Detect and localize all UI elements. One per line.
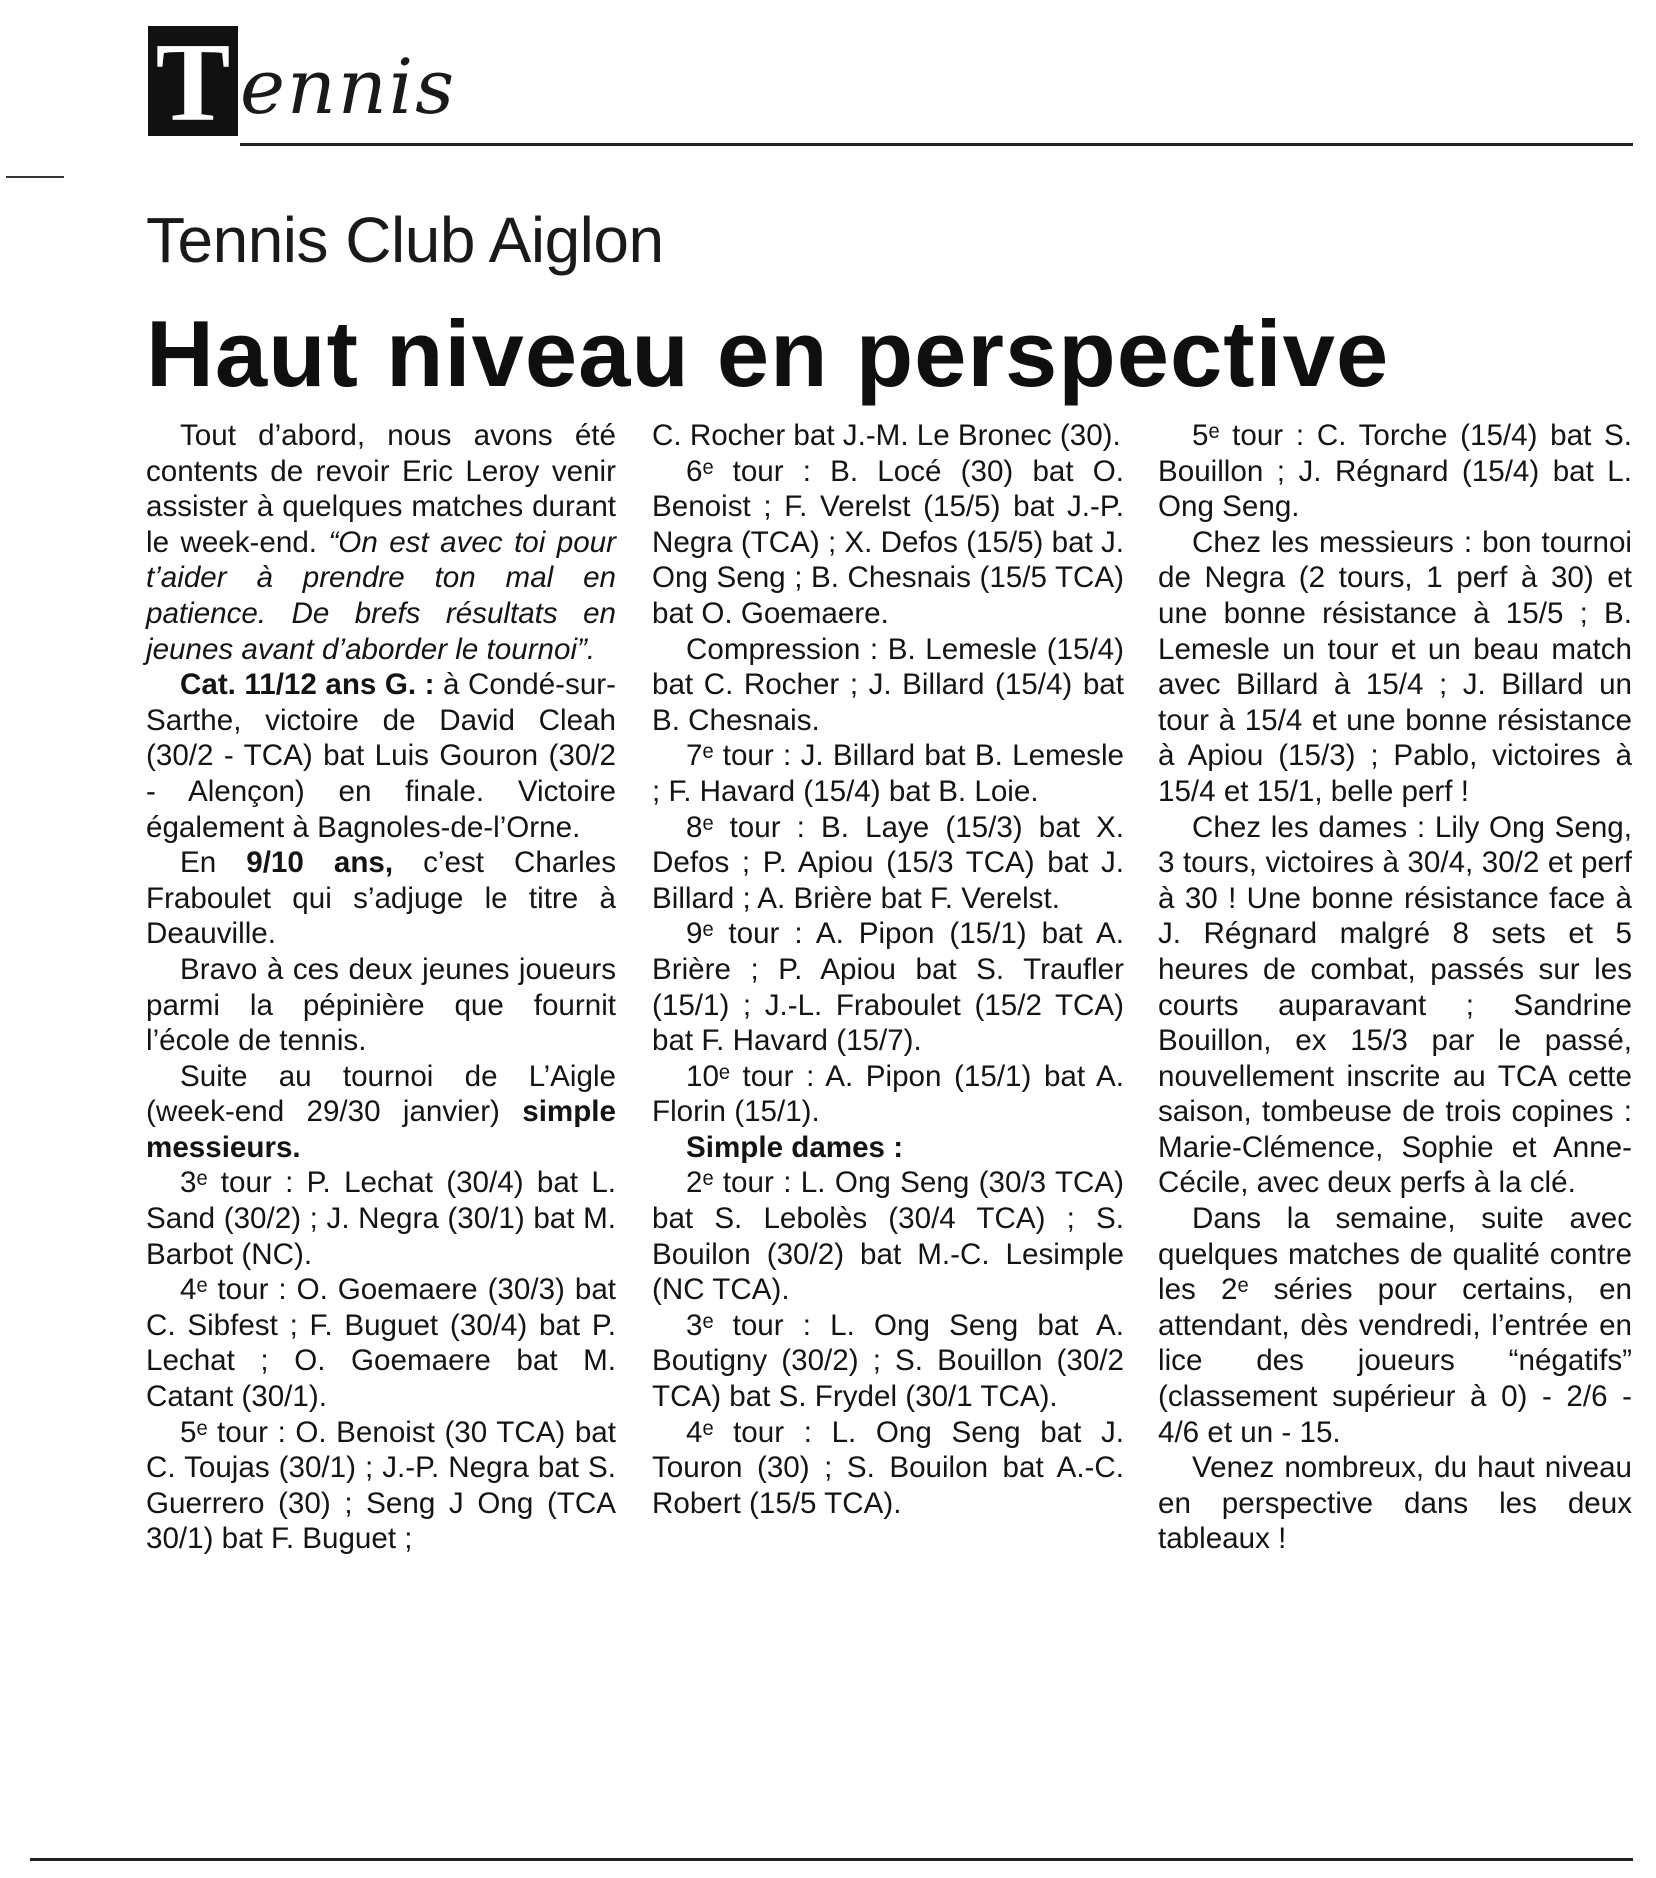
article-paragraph — [146, 952, 616, 1059]
article-paragraph — [652, 632, 1124, 739]
article-column-1 — [146, 418, 616, 1557]
article-column-3 — [1158, 418, 1632, 1557]
text-run: 3ᵉ tour : L. Ong Seng bat A. Boutigny (30/2) ; S. Bouillon (30/2 TCA) bat S. Frydel (30/1 TCA). — [652, 1308, 1124, 1414]
article-paragraph — [146, 1415, 616, 1557]
article-paragraph — [652, 1059, 1124, 1130]
text-run: Venez nombreux, du haut niveau en perspective dans les deux tableaux ! — [1158, 1451, 1632, 1556]
article-kicker: Tennis Club Aiglon — [146, 204, 664, 276]
text-run: c’est Charles Fraboulet qui s’adjuge le titre à Deauville. — [146, 846, 616, 951]
text-run: Dans la semaine, suite avec quelques matches de qualité contre les 2ᵉ séries pour certains, en attendant, dès vendredi, l’entrée en lice des joueurs “négatifs” (classement supérieur à 0) - 2/6 - 4/6 et un - 15. — [1158, 1202, 1632, 1449]
text-run: 9ᵉ tour : A. Pipon (15/1) bat A. Brière ; P. Apiou bat S. Traufler (15/1) ; J.-L. Fraboulet (15/2 TCA) bat F. Havard (15/7). — [652, 917, 1124, 1058]
text-run: à Condé-sur-Sarthe, victoire de David Cleah (30/2 - TCA) bat Luis Gouron (30/2 - Alençon) en finale. Victoire également à Bagnoles-de-l’Orne. — [146, 668, 616, 844]
text-run: 4ᵉ tour : O. Goemaere (30/3) bat C. Sibfest ; F. Buguet (30/4) bat P. Lechat ; O. Goemaere bat M. Catant (30/1). — [146, 1273, 616, 1414]
article-paragraph — [146, 667, 616, 845]
footer-rule — [30, 1858, 1633, 1861]
text-run: 5ᵉ tour : O. Benoist (30 TCA) bat C. Toujas (30/1) ; J.-P. Negra bat S. Guerrero (30) ; Seng J Ong (TCA 30/1) bat F. Buguet ; — [146, 1415, 616, 1556]
header-rule — [240, 143, 1633, 146]
article-paragraph — [652, 454, 1124, 632]
text-run: Suite au tournoi de L’Aigle (week-end 29/30 janvier) — [146, 1059, 616, 1129]
article-paragraph — [146, 1059, 616, 1166]
article-paragraph — [146, 418, 616, 667]
article-paragraph — [652, 738, 1124, 809]
text-run: Bravo à ces deux jeunes joueurs parmi la pépinière que fournit l’école de tennis. — [146, 952, 616, 1058]
article-paragraph — [1158, 1201, 1632, 1450]
article-column-2 — [652, 418, 1124, 1521]
text-run: 8ᵉ tour : B. Laye (15/3) bat X. Defos ; P. Apiou (15/3 TCA) bat J. Billard ; A. Brière bat F. Verelst. — [652, 810, 1124, 915]
bold-run: Simple dames : — [686, 1130, 904, 1164]
article-paragraph — [652, 418, 1124, 454]
text-run: 7ᵉ tour : J. Billard bat B. Lemesle ; F. Havard (15/4) bat B. Loie. — [652, 739, 1124, 808]
text-run: 4ᵉ tour : L. Ong Seng bat J. Touron (30) ; S. Bouilon bat A.-C. Robert (15/5 TCA). — [652, 1415, 1124, 1520]
text-run: En — [180, 846, 247, 880]
bold-run: Cat. 11/12 ans G. : — [180, 668, 435, 702]
article-paragraph — [652, 916, 1124, 1058]
article-paragraph — [652, 810, 1124, 917]
text-run: C. Rocher bat J.-M. Le Bronec (30). — [652, 419, 1121, 452]
scan-margin-mark — [6, 176, 64, 178]
text-run: 5ᵉ tour : C. Torche (15/4) bat S. Bouillon ; J. Régnard (15/4) bat L. Ong Seng. — [1158, 419, 1632, 524]
section-rubric-text: ennis — [240, 42, 457, 131]
article-paragraph — [146, 845, 616, 952]
italic-run: “On est avec toi pour t’aider à prendre ton mal en patience. De brefs résultats en jeunes avant d’aborder le tournoi”. — [146, 525, 616, 666]
article-paragraph — [146, 1272, 616, 1414]
article-paragraph — [1158, 810, 1632, 1202]
text-run: 6ᵉ tour : B. Locé (30) bat O. Benoist ; F. Verelst (15/5) bat J.-P. Negra (TCA) ; X. Defos (15/5) bat J. Ong Seng ; B. Chesnais (15/5 TCA) bat O. Goemaere. — [652, 454, 1125, 630]
text-run: Tout d’abord, nous avons été contents de revoir Eric Leroy venir assister à quelques matches durant le week-end. — [146, 419, 616, 559]
article-paragraph — [652, 1415, 1124, 1522]
article-paragraph — [652, 1165, 1124, 1307]
text-run: 10ᵉ tour : A. Pipon (15/1) bat A. Florin (15/1). — [652, 1059, 1124, 1129]
article-paragraph — [146, 1165, 616, 1272]
text-run: Chez les dames : Lily Ong Seng, 3 tours, victoires à 30/4, 30/2 et perf à 30 ! Une bonne résistance face à J. Régnard malgré 8 sets et 5 heures de combat, passés sur les courts auparavant ; Sandrine Bouillon, ex 15/3 par le passé, nouvellement inscrite au TCA cette saison, tombeuse de trois copines : Marie-Clémence, Sophie et Anne-Cécile, avec deux perfs à la clé. — [1158, 810, 1632, 1200]
text-run: 3ᵉ tour : P. Lechat (30/4) bat L. Sand (30/2) ; J. Negra (30/1) bat M. Barbot (NC). — [146, 1166, 616, 1271]
text-run: Compression : B. Lemesle (15/4) bat C. Rocher ; J. Billard (15/4) bat B. Chesnais. — [652, 632, 1124, 737]
article-paragraph — [1158, 418, 1632, 525]
article-headline: Haut niveau en perspective — [146, 301, 1390, 406]
text-run: Chez les messieurs : bon tournoi de Negra (2 tours, 1 perf à 30) et une bonne résistance à 15/5 ; B. Lemesle un tour et un beau match avec Billard à 15/4 ; J. Billard un tour à 15/4 et une bonne résistance à Apiou (15/3) ; Pablo, victoires à 15/4 et 15/1, belle perf ! — [1158, 525, 1632, 808]
text-run: 2ᵉ tour : L. Ong Seng (30/3 TCA) bat S. Lebolès (30/4 TCA) ; S. Bouilon (30/2) bat M.-C. Lesimple (NC TCA). — [652, 1166, 1124, 1307]
article-paragraph — [1158, 525, 1632, 810]
article-paragraph — [652, 1308, 1124, 1415]
article-paragraph — [1158, 1450, 1632, 1557]
section-rubric-initial: T — [148, 26, 238, 136]
bold-run: simple messieurs. — [146, 1095, 616, 1164]
bold-run: 9/10 ans, — [246, 846, 394, 880]
article-paragraph — [652, 1130, 1124, 1166]
